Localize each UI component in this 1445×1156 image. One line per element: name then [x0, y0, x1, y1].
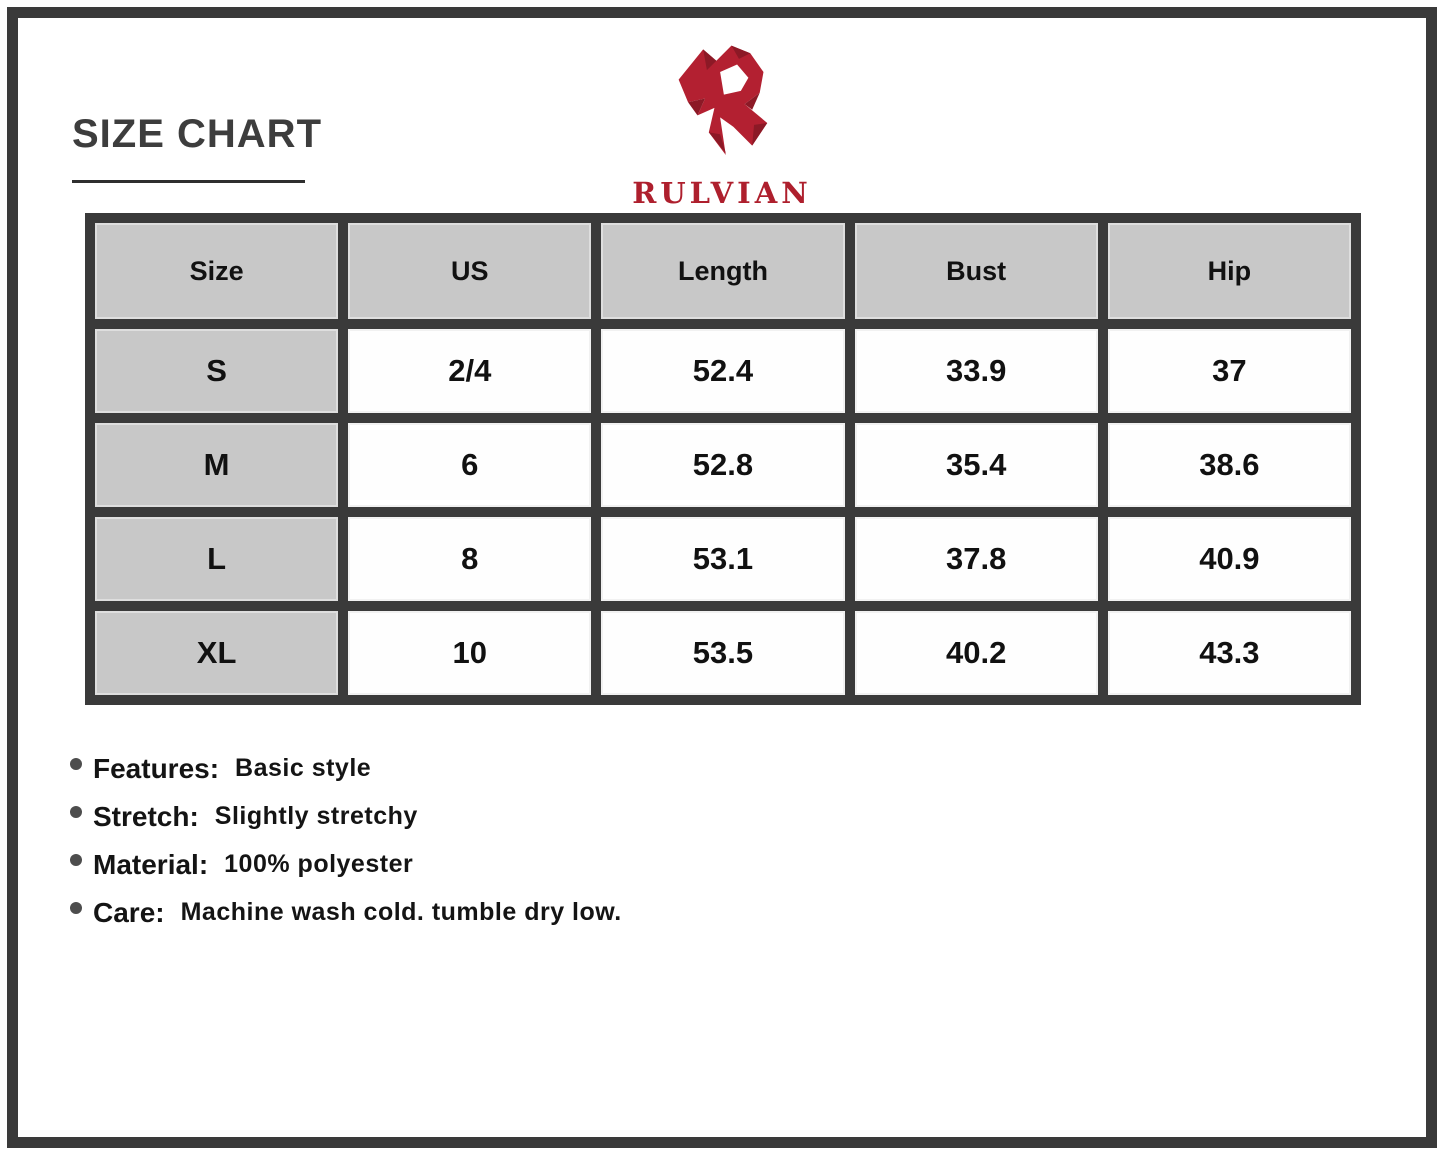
- note-label: Stretch:: [93, 800, 199, 832]
- bullet-icon: [70, 902, 82, 914]
- note-value: Machine wash cold. tumble dry low.: [180, 898, 622, 926]
- table-row: [95, 517, 1351, 601]
- cell-length: 52.8: [601, 423, 844, 507]
- header-hip: Hip: [1108, 223, 1351, 319]
- note-features: [70, 752, 622, 785]
- table-row: [95, 329, 1351, 413]
- cell-length: 52.4: [601, 329, 844, 413]
- note-value: Basic style: [235, 754, 372, 782]
- header-length: Length: [601, 223, 844, 319]
- cell-length: 53.1: [601, 517, 844, 601]
- rulvian-r-monogram-icon: [658, 40, 786, 172]
- note-value: 100% polyester: [224, 850, 414, 878]
- row-size-label: M: [95, 423, 338, 507]
- cell-hip: 43.3: [1108, 611, 1351, 695]
- brand-logo: [612, 40, 832, 210]
- header-bust: Bust: [855, 223, 1098, 319]
- bullet-icon: [70, 854, 82, 866]
- note-label: Features:: [93, 752, 220, 784]
- row-size-label: XL: [95, 611, 338, 695]
- note-value: Slightly stretchy: [214, 802, 418, 830]
- note-label: Care:: [93, 896, 165, 928]
- note-stretch: [70, 800, 622, 833]
- title-block: [72, 112, 322, 183]
- note-label: Material:: [93, 848, 209, 880]
- title-underline: [72, 180, 305, 183]
- size-chart-table: [85, 213, 1361, 705]
- table-header-row: [95, 223, 1351, 319]
- product-notes: [70, 752, 622, 944]
- table-row: [95, 611, 1351, 695]
- cell-us: 2/4: [348, 329, 591, 413]
- brand-name: RULVIAN: [632, 176, 812, 210]
- bullet-icon: [70, 806, 82, 818]
- cell-bust: 40.2: [855, 611, 1098, 695]
- cell-us: 6: [348, 423, 591, 507]
- page-title: SIZE CHART: [72, 112, 322, 156]
- cell-length: 53.5: [601, 611, 844, 695]
- cell-hip: 40.9: [1108, 517, 1351, 601]
- table-row: [95, 423, 1351, 507]
- cell-hip: 37: [1108, 329, 1351, 413]
- cell-hip: 38.6: [1108, 423, 1351, 507]
- header-size: Size: [95, 223, 338, 319]
- cell-bust: 33.9: [855, 329, 1098, 413]
- cell-us: 8: [348, 517, 591, 601]
- cell-bust: 37.8: [855, 517, 1098, 601]
- note-care: [70, 896, 622, 929]
- row-size-label: L: [95, 517, 338, 601]
- header-us: US: [348, 223, 591, 319]
- bullet-icon: [70, 758, 82, 770]
- row-size-label: S: [95, 329, 338, 413]
- note-material: [70, 848, 622, 881]
- cell-us: 10: [348, 611, 591, 695]
- cell-bust: 35.4: [855, 423, 1098, 507]
